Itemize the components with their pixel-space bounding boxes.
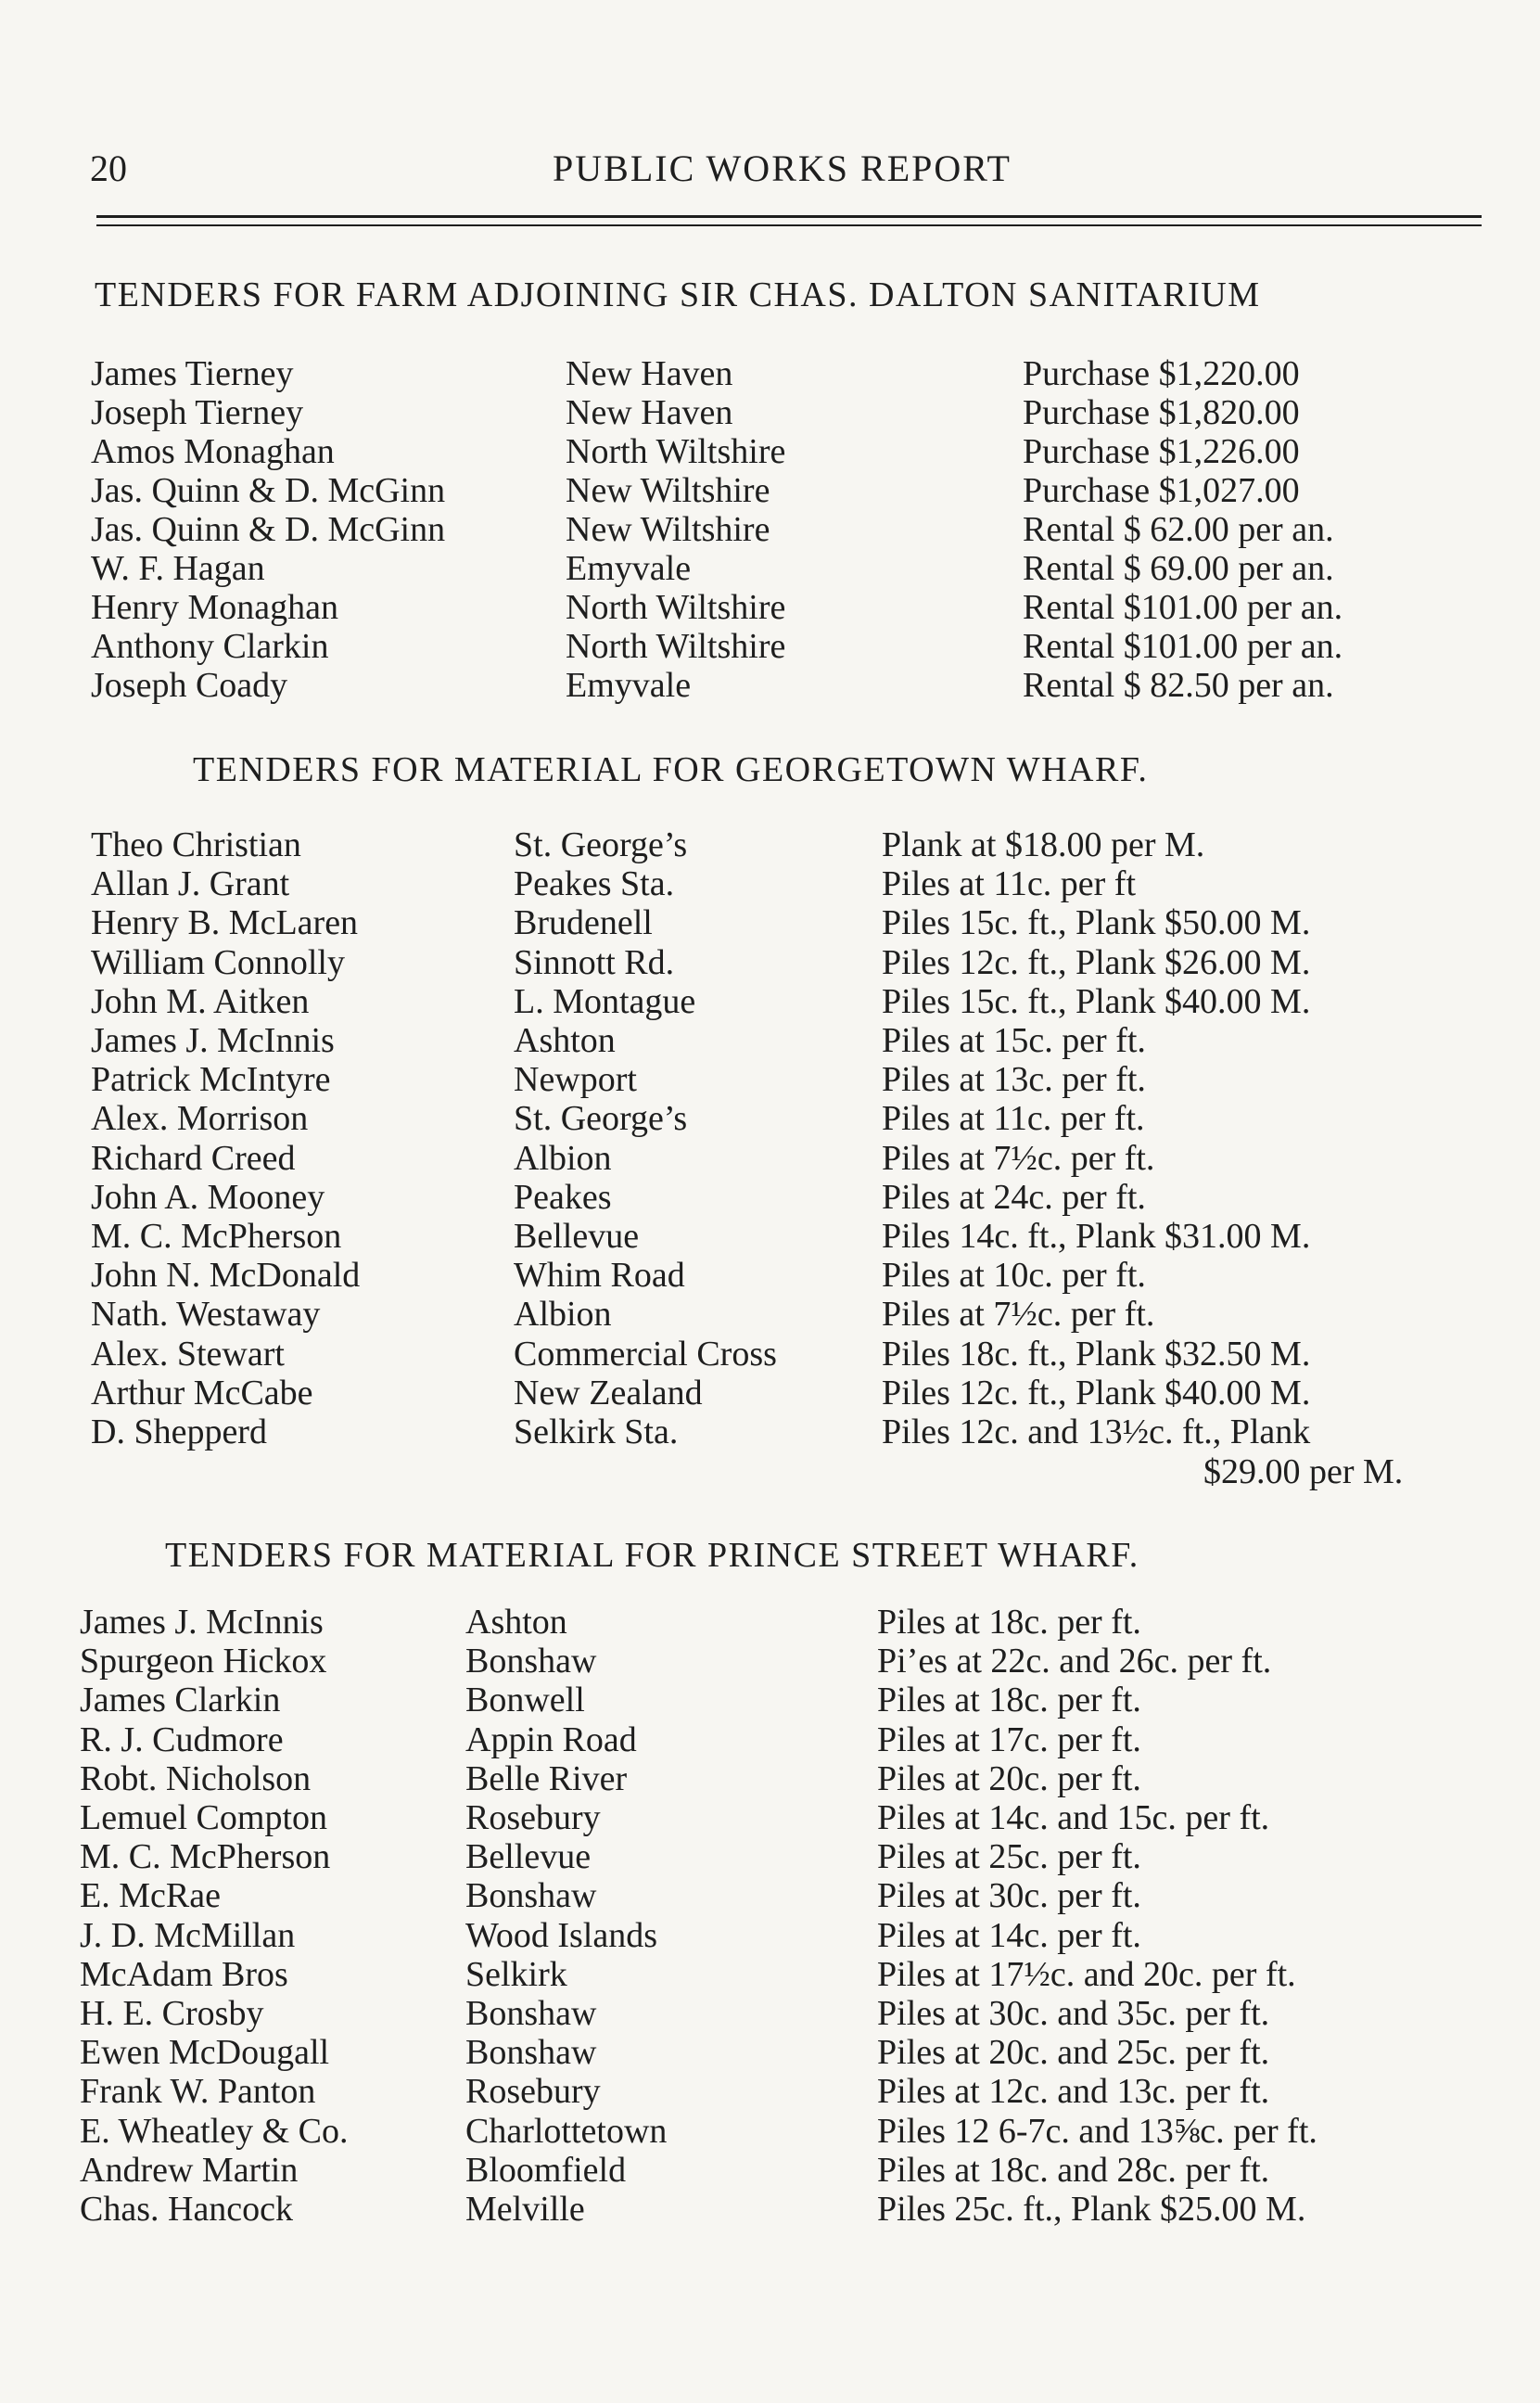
tenderer-name: James J. McInnis bbox=[80, 1603, 324, 1642]
table-row bbox=[91, 626, 1482, 665]
tenderer-name: E. McRae bbox=[80, 1876, 221, 1916]
tenderer-place: Bloomfield bbox=[465, 2150, 627, 2190]
table-row bbox=[80, 1797, 1480, 1836]
table-row bbox=[80, 1602, 1480, 1641]
section-title-georgetown: TENDERS FOR MATERIAL FOR GEORGETOWN WHARF. bbox=[193, 750, 1149, 789]
page-number: 20 bbox=[90, 147, 127, 189]
table-row bbox=[91, 665, 1482, 704]
tenderer-name: Patrick McIntyre bbox=[91, 1060, 331, 1100]
tender-amount: Piles at 12c. and 13c. per ft. bbox=[877, 2072, 1270, 2112]
table-row bbox=[91, 1255, 1482, 1294]
table-row bbox=[91, 392, 1482, 431]
tenderer-place: Albion bbox=[514, 1295, 612, 1335]
continuation-line: $29.00 per M. bbox=[1203, 1452, 1404, 1491]
table-georgetown-tenders bbox=[91, 824, 1482, 1455]
tenderer-place: Commercial Cross bbox=[514, 1334, 777, 1374]
table-row bbox=[91, 863, 1482, 902]
tenderer-name: Alex. Morrison bbox=[91, 1099, 309, 1139]
tenderer-name: Alex. Stewart bbox=[91, 1334, 285, 1374]
tender-amount: Piles at 30c. per ft. bbox=[877, 1876, 1141, 1916]
tender-amount: Piles at 17c. per ft. bbox=[877, 1719, 1141, 1759]
table-row bbox=[91, 981, 1482, 1020]
tenderer-name: John M. Aitken bbox=[91, 981, 310, 1021]
tender-amount: Rental $101.00 per an. bbox=[1023, 627, 1343, 666]
tenderer-place: St. George’s bbox=[514, 1099, 688, 1139]
tenderer-place: Selkirk bbox=[465, 1954, 567, 1994]
tender-amount: Piles at 15c. per ft. bbox=[882, 1021, 1146, 1060]
tender-amount: Piles at 24c. per ft. bbox=[882, 1177, 1146, 1217]
tenderer-place: New Haven bbox=[566, 354, 733, 393]
tenderer-place: Peakes bbox=[514, 1177, 612, 1217]
section-title-farm: TENDERS FOR FARM ADJOINING SIR CHAS. DALTON SANITARIUM bbox=[95, 275, 1261, 314]
table-row bbox=[80, 1719, 1480, 1758]
tender-amount: Rental $ 82.50 per an. bbox=[1023, 666, 1334, 705]
tenderer-name: J. D. McMillan bbox=[80, 1915, 296, 1955]
tender-amount: Piles 12c. ft., Plank $40.00 M. bbox=[882, 1373, 1311, 1412]
tenderer-name: Ewen McDougall bbox=[80, 2033, 330, 2073]
tender-amount: Piles at 14c. per ft. bbox=[877, 1915, 1141, 1955]
table-row bbox=[91, 1138, 1482, 1177]
table-row bbox=[91, 1177, 1482, 1216]
tenderer-name: James Clarkin bbox=[80, 1681, 281, 1720]
tenderer-place: North Wiltshire bbox=[566, 627, 786, 666]
table-row bbox=[91, 353, 1482, 392]
tenderer-name: M. C. McPherson bbox=[80, 1837, 331, 1877]
tenderer-place: New Zealand bbox=[514, 1373, 703, 1412]
tender-amount: Plank at $18.00 per M. bbox=[882, 825, 1205, 864]
tenderer-place: Bellevue bbox=[514, 1217, 640, 1256]
tenderer-name: Henry Monaghan bbox=[91, 588, 338, 627]
table-row bbox=[80, 1875, 1480, 1914]
table-row bbox=[91, 1412, 1482, 1451]
tenderer-place: Rosebury bbox=[465, 2072, 601, 2112]
tenderer-place: New Wiltshire bbox=[566, 510, 770, 549]
tenderer-place: Peakes Sta. bbox=[514, 864, 675, 904]
tenderer-name: Richard Creed bbox=[91, 1138, 296, 1178]
table-row bbox=[91, 1098, 1482, 1137]
tender-amount: Rental $ 69.00 per an. bbox=[1023, 549, 1334, 588]
tenderer-place: Charlottetown bbox=[465, 2111, 668, 2151]
table-row bbox=[91, 1020, 1482, 1059]
table-row bbox=[91, 1373, 1482, 1412]
tenderer-name: Spurgeon Hickox bbox=[80, 1642, 327, 1681]
tender-amount: Piles at 18c. per ft. bbox=[877, 1681, 1141, 1720]
tender-amount: Piles at 18c. per ft. bbox=[877, 1603, 1141, 1642]
tender-amount: Piles 12c. ft., Plank $26.00 M. bbox=[882, 942, 1311, 982]
tenderer-name: Lemuel Compton bbox=[80, 1798, 328, 1837]
table-row bbox=[91, 902, 1482, 941]
header-rule-top bbox=[96, 215, 1482, 218]
tenderer-place: Bonshaw bbox=[465, 1876, 597, 1916]
tenderer-place: North Wiltshire bbox=[566, 588, 786, 627]
tender-amount: Piles 12 6-7c. and 13⅝c. per ft. bbox=[877, 2111, 1317, 2151]
tenderer-place: Whim Road bbox=[514, 1256, 685, 1296]
tenderer-place: Emyvale bbox=[566, 666, 692, 705]
tenderer-place: St. George’s bbox=[514, 825, 688, 864]
tenderer-name: Chas. Hancock bbox=[80, 2190, 294, 2229]
table-row bbox=[91, 1059, 1482, 1098]
tender-amount: Piles at 30c. and 35c. per ft. bbox=[877, 1994, 1270, 2033]
table-row bbox=[80, 2111, 1480, 2150]
tender-amount: Piles 12c. and 13½c. ft., Plank bbox=[882, 1412, 1311, 1451]
tenderer-place: Bellevue bbox=[465, 1837, 592, 1877]
tenderer-place: North Wiltshire bbox=[566, 432, 786, 471]
table-farm-tenders bbox=[91, 353, 1482, 706]
table-row bbox=[91, 824, 1482, 863]
tenderer-name: McAdam Bros bbox=[80, 1954, 288, 1994]
tenderer-place: Appin Road bbox=[465, 1719, 637, 1759]
tenderer-place: Wood Islands bbox=[465, 1915, 657, 1955]
tenderer-name: Joseph Tierney bbox=[91, 393, 304, 432]
tenderer-name: James Tierney bbox=[91, 354, 294, 393]
table-row bbox=[91, 431, 1482, 470]
tenderer-name: Frank W. Panton bbox=[80, 2072, 316, 2112]
tenderer-place: Newport bbox=[514, 1060, 637, 1100]
tender-amount: Piles 14c. ft., Plank $31.00 M. bbox=[882, 1217, 1311, 1256]
tenderer-name: H. E. Crosby bbox=[80, 1994, 264, 2033]
tenderer-name: Jas. Quinn & D. McGinn bbox=[91, 510, 446, 549]
table-row bbox=[80, 1641, 1480, 1680]
tenderer-name: Amos Monaghan bbox=[91, 432, 335, 471]
table-prince-street-tenders bbox=[80, 1602, 1480, 2232]
table-row bbox=[80, 1758, 1480, 1797]
tenderer-place: Sinnott Rd. bbox=[514, 942, 675, 982]
table-row bbox=[80, 1680, 1480, 1719]
tenderer-name: W. F. Hagan bbox=[91, 549, 265, 588]
tenderer-name: D. Shepperd bbox=[91, 1412, 267, 1451]
tenderer-place: Bonshaw bbox=[465, 2033, 597, 2073]
tenderer-name: Joseph Coady bbox=[91, 666, 288, 705]
tender-amount: Piles at 10c. per ft. bbox=[882, 1256, 1146, 1296]
tenderer-name: Andrew Martin bbox=[80, 2150, 299, 2190]
table-row bbox=[91, 587, 1482, 626]
tender-amount: Purchase $1,027.00 bbox=[1023, 471, 1300, 510]
page-header bbox=[90, 147, 1474, 202]
table-row bbox=[91, 1216, 1482, 1255]
tender-amount: Piles at 17½c. and 20c. per ft. bbox=[877, 1954, 1296, 1994]
tenderer-name: Henry B. McLaren bbox=[91, 903, 359, 943]
tender-amount: Purchase $1,820.00 bbox=[1023, 393, 1300, 432]
tenderer-place: Emyvale bbox=[566, 549, 692, 588]
tenderer-name: R. J. Cudmore bbox=[80, 1719, 284, 1759]
tender-amount: Piles at 11c. per ft. bbox=[882, 1099, 1145, 1139]
tenderer-place: Bonshaw bbox=[465, 1994, 597, 2033]
tenderer-place: New Wiltshire bbox=[566, 471, 770, 510]
tenderer-name: John N. McDonald bbox=[91, 1256, 361, 1296]
tender-amount: Piles at 13c. per ft. bbox=[882, 1060, 1146, 1100]
tender-amount: Piles 15c. ft., Plank $50.00 M. bbox=[882, 903, 1311, 943]
table-row bbox=[91, 548, 1482, 587]
tenderer-name: John A. Mooney bbox=[91, 1177, 325, 1217]
tenderer-place: L. Montague bbox=[514, 981, 696, 1021]
tender-amount: Piles at 14c. and 15c. per ft. bbox=[877, 1798, 1270, 1837]
tender-amount: Piles at 11c. per ft bbox=[882, 864, 1137, 904]
table-row bbox=[80, 2150, 1480, 2189]
table-row bbox=[91, 1334, 1482, 1373]
tenderer-name: Anthony Clarkin bbox=[91, 627, 329, 666]
tender-amount: Piles at 7½c. per ft. bbox=[882, 1295, 1155, 1335]
tenderer-name: Jas. Quinn & D. McGinn bbox=[91, 471, 446, 510]
table-row bbox=[91, 509, 1482, 548]
table-row bbox=[80, 1836, 1480, 1875]
tenderer-place: Ashton bbox=[465, 1603, 567, 1642]
tender-amount: Piles at 25c. per ft. bbox=[877, 1837, 1141, 1877]
table-row bbox=[91, 1294, 1482, 1333]
table-row bbox=[80, 2032, 1480, 2071]
tender-amount: Piles at 20c. per ft. bbox=[877, 1758, 1141, 1798]
table-row bbox=[91, 942, 1482, 981]
tenderer-name: James J. McInnis bbox=[91, 1021, 335, 1060]
tenderer-name: Nath. Westaway bbox=[91, 1295, 321, 1335]
table-row bbox=[80, 1954, 1480, 1993]
tenderer-place: Belle River bbox=[465, 1758, 628, 1798]
table-row bbox=[80, 1915, 1480, 1954]
table-row bbox=[80, 2189, 1480, 2228]
tender-amount: Purchase $1,220.00 bbox=[1023, 354, 1300, 393]
tenderer-name: E. Wheatley & Co. bbox=[80, 2111, 349, 2151]
tender-amount: Piles 25c. ft., Plank $25.00 M. bbox=[877, 2190, 1306, 2229]
tender-amount: Rental $ 62.00 per an. bbox=[1023, 510, 1334, 549]
tenderer-name: William Connolly bbox=[91, 942, 345, 982]
tenderer-place: Selkirk Sta. bbox=[514, 1412, 679, 1451]
tenderer-name: Theo Christian bbox=[91, 825, 301, 864]
tender-amount: Piles at 7½c. per ft. bbox=[882, 1138, 1155, 1178]
table-row bbox=[80, 2071, 1480, 2110]
tender-amount: Rental $101.00 per an. bbox=[1023, 588, 1343, 627]
header-rule-bottom bbox=[96, 224, 1482, 226]
tenderer-place: Rosebury bbox=[465, 1798, 601, 1837]
section-title-prince-street: TENDERS FOR MATERIAL FOR PRINCE STREET WHARF. bbox=[165, 1536, 1139, 1575]
running-title: PUBLIC WORKS REPORT bbox=[553, 147, 1012, 189]
tenderer-place: Melville bbox=[465, 2190, 585, 2229]
tender-amount: Piles 15c. ft., Plank $40.00 M. bbox=[882, 981, 1311, 1021]
tender-amount: Piles at 18c. and 28c. per ft. bbox=[877, 2150, 1270, 2190]
tenderer-place: Albion bbox=[514, 1138, 612, 1178]
tenderer-name: Arthur McCabe bbox=[91, 1373, 313, 1412]
tenderer-name: Robt. Nicholson bbox=[80, 1758, 312, 1798]
tenderer-name: Allan J. Grant bbox=[91, 864, 290, 904]
tenderer-name: M. C. McPherson bbox=[91, 1217, 342, 1256]
tenderer-place: Bonshaw bbox=[465, 1642, 597, 1681]
tender-amount: Pi’es at 22c. and 26c. per ft. bbox=[877, 1642, 1272, 1681]
tenderer-place: Ashton bbox=[514, 1021, 616, 1060]
tender-amount: Piles at 20c. and 25c. per ft. bbox=[877, 2033, 1270, 2073]
tenderer-place: Bonwell bbox=[465, 1681, 585, 1720]
tenderer-place: New Haven bbox=[566, 393, 733, 432]
table-row bbox=[80, 1993, 1480, 2032]
tender-amount: Piles 18c. ft., Plank $32.50 M. bbox=[882, 1334, 1311, 1374]
tenderer-place: Brudenell bbox=[514, 903, 653, 943]
table-row bbox=[91, 470, 1482, 509]
tender-amount: Purchase $1,226.00 bbox=[1023, 432, 1300, 471]
